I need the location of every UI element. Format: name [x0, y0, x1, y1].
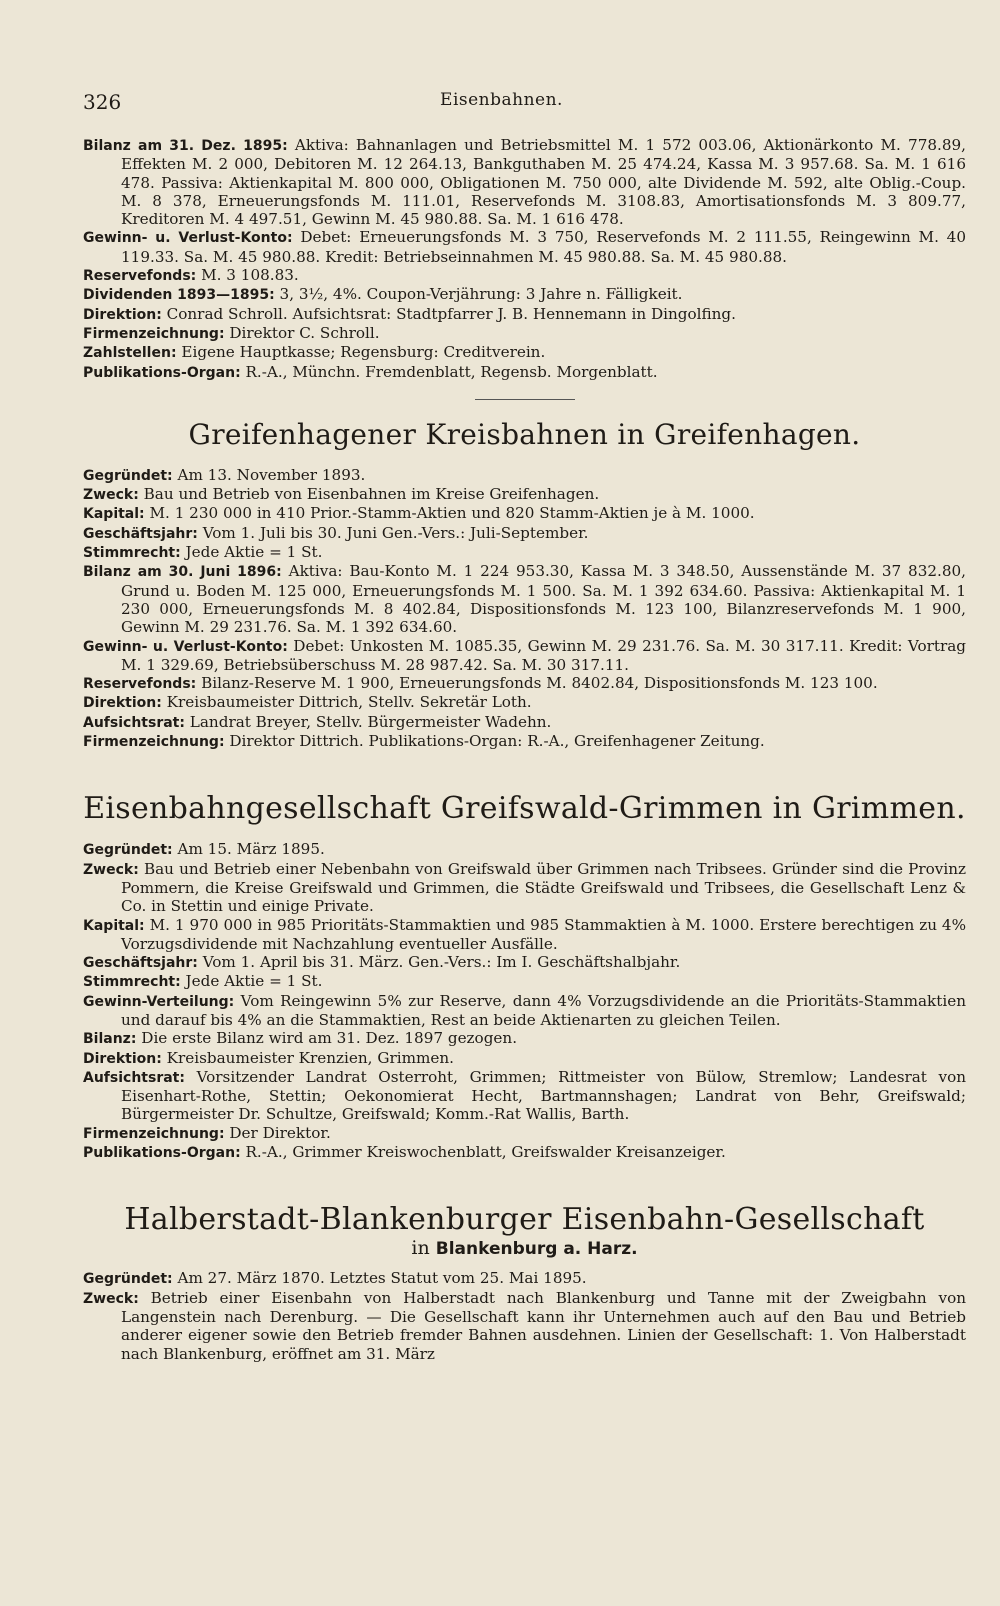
entry-label: Firmenzeichnung:	[83, 325, 225, 342]
entry-label: Firmenzeichnung:	[83, 734, 225, 751]
entry-gewinn-verlust	[83, 228, 966, 266]
section-title-greifenhagen: Greifenhagener Kreisbahnen in Greifenhagen.	[188, 417, 861, 451]
entry-text: 3, 3½, 4%. Coupon-Verjährung: 3 Jahre n. Fälligkeit.	[279, 285, 683, 304]
entry-label: Geschäftsjahr:	[83, 955, 198, 972]
entry-text: Direktor Dittrich. Publikations-Organ: R.-A., Greifenhagener Zeitung.	[229, 732, 765, 751]
entry-label: Gegründet:	[83, 842, 173, 859]
entry-label: Gewinn- u. Verlust-Konto:	[83, 638, 288, 655]
entry-aufsichtsrat	[83, 713, 966, 732]
entry-text: Kreisbaumeister Krenzien, Grimmen.	[166, 1048, 454, 1067]
entry-text: Eigene Hauptkasse; Regensburg: Creditverein.	[181, 343, 546, 362]
entry-text: Aktiva: Bau-Konto M. 1 224 953.30, Kassa M. 3 348.50, Aussenstände M. 37 832.80, Grund u. Boden M. 125 000, Erneuerungsfonds M. 1 500. Sa. M. 1 392 634.60. Passiva: Aktienkapital M. 1 230 000, Erneuerungsfonds M. 8 402.84, Dispositionsfonds M. 123 100, Bilanzreservefonds M. 1 900, Gewinn M. 29 231.76. Sa. M. 1 392 634.60.	[121, 562, 967, 637]
entry-geschaeftsjahr	[83, 524, 966, 543]
entry-firmenzeichnung	[83, 732, 966, 751]
entry-firmenzeichnung	[83, 1124, 966, 1143]
page-header	[83, 90, 920, 116]
entry-firmenzeichnung	[83, 324, 966, 343]
entry-dividenden	[83, 285, 966, 304]
entry-text: Bau und Betrieb einer Nebenbahn von Greifswald über Grimmen nach Tribsees. Gründer sind die Provinz Pommern, die Kreise Greifswald und Grimmen, die Städte Greifswald und Tribsees, die Gesellschaft Lenz & Co. in Stettin und einige Private.	[121, 859, 966, 916]
entry-text: Jede Aktie = 1 St.	[185, 972, 323, 991]
entry-text: Debet: Unkosten M. 1085.35, Gewinn M. 29 231.76. Sa. M. 30 317.11. Kredit: Vortrag M. 1 329.69, Betriebsüberschuss M. 28 987.42. Sa. M. 30 317.11.	[121, 636, 966, 674]
entry-text: Vom 1. April bis 31. März. Gen.-Vers.: Im I. Geschäftshalbjahr.	[202, 953, 681, 972]
entry-bilanz	[83, 1029, 966, 1048]
entry-text: Debet: Erneuerungsfonds M. 3 750, Reservefonds M. 2 111.55, Reingewinn M. 40 119.33. Sa. M. 45 980.88. Kredit: Betriebseinnahmen M. 45 980.88. Sa. M. 45 980.88.	[121, 228, 966, 266]
entry-text: M. 1 230 000 in 410 Prior.-Stamm-Aktien und 820 Stamm-Aktien je à M. 1000.	[149, 504, 755, 523]
entry-text: Betrieb einer Eisenbahn von Halberstadt nach Blankenburg und Tanne mit der Zweigbahn von Langenstein nach Derenburg. — Die Gesellschaft kann ihr Unternehmen auch auf den Bau und Betrieb anderer eigener sowie den Betrieb fremder Bahnen ausdehnen. Linien der Gesellschaft: 1. Von Halberstadt nach Blankenburg, eröffnet am 31. März	[121, 1288, 967, 1363]
entry-gewinn-verteilung	[83, 992, 966, 1030]
entry-kapital	[83, 504, 966, 523]
entry-bilanz	[83, 562, 966, 636]
entry-gegruendet	[83, 840, 966, 859]
entry-text: Aktiva: Bahnanlagen und Betriebsmittel M. 1 572 003.06, Aktionärkonto M. 778.89, Effekten M. 2 000, Debitoren M. 12 264.13, Bankguthaben M. 25 474.24, Kassa M. 3 957.68. Sa. M. 1 616 478. Passiva: Aktienkapital M. 800 000, Obligationen M. 750 000, alte Dividende M. 592, alte Oblig.-Coup. M. 8 378, Erneuerungsfonds M. 111.01, Reservefonds M. 3108.83, Amortisationsfonds M. 3 809.77, Kreditoren M. 4 497.51, Gewinn M. 45 980.88. Sa. M. 1 616 478.	[121, 136, 967, 229]
entry-text: M. 1 970 000 in 985 Prioritäts-Stammaktien und 985 Stammaktien à M. 1000. Erstere berechtigen zu 4% Vorzugsdividende mit Nachzahlung eventueller Ausfälle.	[121, 915, 967, 953]
entry-publikations-organ	[83, 363, 966, 382]
entry-direktion	[83, 1049, 966, 1068]
entry-label: Kapital:	[83, 917, 145, 934]
entry-text: Jede Aktie = 1 St.	[185, 543, 323, 562]
entry-stimmrecht	[83, 543, 966, 562]
entry-direktion	[83, 693, 966, 712]
entry-label: Reservefonds:	[83, 268, 197, 285]
section-title-halberstadt-blankenburg: Halberstadt-Blankenburger Eisenbahn-Gesellschaft	[124, 1202, 925, 1238]
entry-label: Publikations-Organ:	[83, 364, 241, 381]
entry-label: Direktion:	[83, 306, 162, 323]
running-title: Eisenbahnen.	[440, 90, 563, 110]
entry-label: Publikations-Organ:	[83, 1145, 241, 1162]
entry-gewinn-verlust	[83, 637, 966, 675]
entry-label: Geschäftsjahr:	[83, 525, 198, 542]
section-divider	[475, 399, 575, 400]
entry-label: Aufsichtsrat:	[83, 714, 185, 731]
entry-aufsichtsrat	[83, 1068, 966, 1124]
entry-text: Kreisbaumeister Dittrich, Stellv. Sekretär Loth.	[166, 693, 532, 712]
subtitle-prefix: in	[411, 1237, 430, 1260]
entry-text: R.-A., Münchn. Fremdenblatt, Regensb. Morgenblatt.	[245, 362, 658, 381]
page-number: 326	[83, 90, 122, 114]
entry-text: R.-A., Grimmer Kreiswochenblatt, Greifswalder Kreisanzeiger.	[245, 1143, 726, 1162]
entry-text: Am 13. November 1893.	[177, 465, 366, 484]
entry-label: Dividenden 1893—1895:	[83, 287, 275, 304]
entry-text: Bau und Betrieb von Eisenbahnen im Kreise Greifenhagen.	[143, 485, 600, 504]
entry-text: Bilanz-Reserve M. 1 900, Erneuerungsfonds M. 8402.84, Dispositionsfonds M. 123 100.	[201, 674, 878, 693]
section-halberstadt-entries	[83, 1269, 966, 1362]
entry-text: Der Direktor.	[229, 1123, 331, 1142]
entry-label: Gegründet:	[83, 1271, 173, 1288]
entry-text: Am 27. März 1870. Letztes Statut vom 25. Mai 1895.	[177, 1269, 587, 1288]
entry-label: Direktion:	[83, 1050, 162, 1067]
entry-zweck	[83, 485, 966, 504]
entry-label: Zahlstellen:	[83, 345, 177, 362]
entry-label: Zweck:	[83, 1290, 139, 1307]
entry-gegruendet	[83, 466, 966, 485]
entry-text: Die erste Bilanz wird am 31. Dez. 1897 gezogen.	[141, 1029, 518, 1048]
entry-publikations-organ	[83, 1143, 966, 1162]
entry-label: Bilanz am 31. Dez. 1895:	[83, 138, 288, 154]
entry-zweck	[83, 1289, 966, 1363]
entry-label: Gegründet:	[83, 467, 173, 484]
section-subtitle-location	[83, 1237, 966, 1259]
entry-zahlstellen	[83, 343, 966, 362]
entry-text: Vom 1. Juli bis 30. Juni Gen.-Vers.: Juli-September.	[202, 523, 589, 542]
entry-bilanz	[83, 136, 966, 228]
entry-label: Direktion:	[83, 695, 162, 712]
entry-text: Am 15. März 1895.	[177, 840, 325, 859]
entry-text: Conrad Schroll. Aufsichtsrat: Stadtpfarrer J. B. Hennemann in Dingolfing.	[166, 304, 736, 323]
entry-geschaeftsjahr	[83, 953, 966, 972]
entry-reservefonds	[83, 266, 966, 285]
entry-label: Bilanz am 30. Juni 1896:	[83, 564, 282, 581]
entry-text: Landrat Breyer, Stellv. Bürgermeister Wadehn.	[189, 712, 552, 731]
section-greifenhagen-entries	[83, 466, 966, 751]
subtitle-place: Blankenburg a. Harz.	[435, 1239, 638, 1260]
section-title-greifswald-grimmen: Eisenbahngesellschaft Greifswald-Grimmen in Grimmen.	[83, 791, 966, 827]
section-greifswald-entries	[83, 840, 966, 1162]
page-content	[83, 136, 966, 1363]
entry-zweck	[83, 860, 966, 916]
entry-label: Gewinn-Verteilung:	[83, 993, 235, 1010]
entry-text: Vom Reingewinn 5% zur Reserve, dann 4% Vorzugsdividende an die Prioritäts-Stammaktien und darauf bis 4% an die Stammaktien, Rest an beide Aktienarten zu gleichen Teilen.	[121, 991, 966, 1029]
section-continued-entries	[83, 136, 966, 382]
entry-text: Vorsitzender Landrat Osterroht, Grimmen; Rittmeister von Bülow, Stremlow; Landesrat von Eisenhart-Rothe, Stettin; Oekonomierat Hecht, Bartmannshagen; Landrat von Behr, Greifswald; Bürgermeister Dr. Schultze, Greifswald; Komm.-Rat Wallis, Barth.	[121, 1067, 967, 1124]
entry-label: Aufsichtsrat:	[83, 1069, 185, 1086]
entry-label: Zweck:	[83, 861, 139, 878]
entry-label: Stimmrecht:	[83, 974, 181, 991]
entry-label: Gewinn- u. Verlust-Konto:	[83, 230, 293, 247]
entry-label: Firmenzeichnung:	[83, 1125, 225, 1142]
entry-label: Zweck:	[83, 487, 139, 504]
entry-text: Direktor C. Schroll.	[229, 323, 380, 342]
entry-stimmrecht	[83, 972, 966, 991]
entry-gegruendet	[83, 1269, 966, 1288]
entry-label: Reservefonds:	[83, 676, 197, 693]
entry-label: Bilanz:	[83, 1031, 137, 1048]
entry-label: Stimmrecht:	[83, 545, 181, 562]
entry-label: Kapital:	[83, 506, 145, 523]
entry-kapital	[83, 916, 966, 954]
entry-reservefonds	[83, 674, 966, 693]
entry-direktion	[83, 305, 966, 324]
entry-text: M. 3 108.83.	[201, 266, 299, 285]
